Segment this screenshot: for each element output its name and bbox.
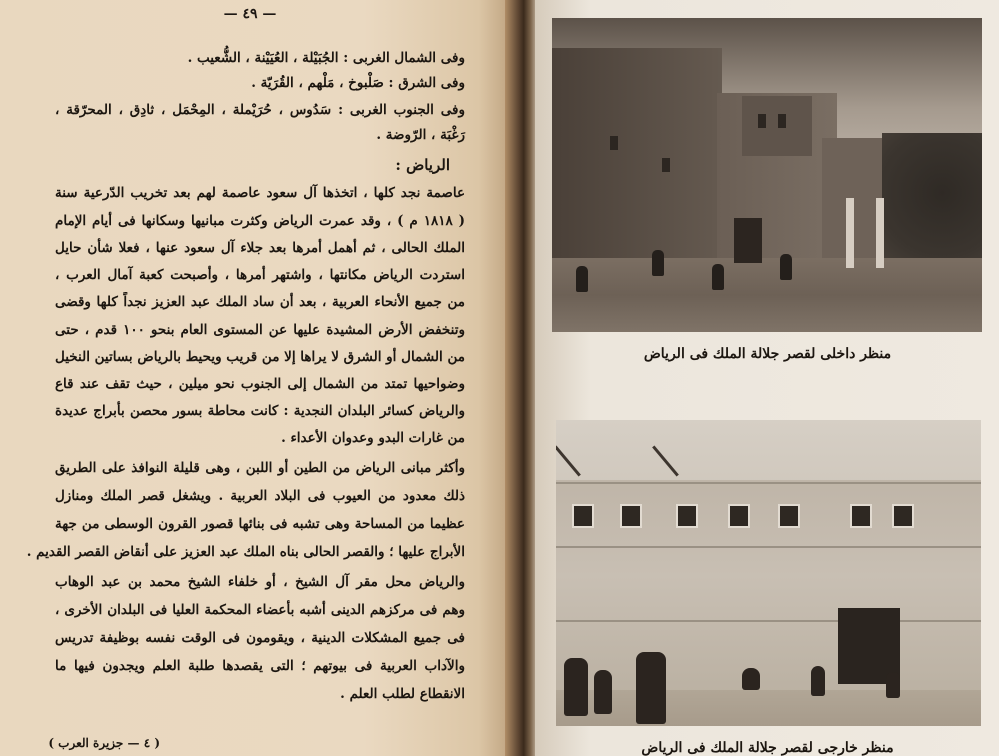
text-line: عاصمة نجد كلها ، اتخذها آل سعود عاصمة لهم بعد تخريب الدّرعية سنة (55, 185, 465, 201)
text-line: ( ١٨١٨ م ) ، وقد عمرت الرياض وكثرت مبانيها وسكانها فى أيام الإمام (55, 213, 465, 229)
text-line: الملك الحالى ، ثم أهمل أمرها بعد جلاء آل سعود عنها ، فعلا شأن حايل (55, 240, 465, 256)
text-line: وتنخفض الأرض المشيدة عليها عن المستوى العام بنحو ١٠٠ قدم ، حتى (55, 322, 465, 338)
page-number: — ٤٩ — (223, 6, 277, 22)
photo-caption-top: منظر داخلى لقصر جلالة الملك فى الرياض (643, 346, 892, 362)
text-line: والرياض كسائر البلدان النجدية : كانت محاطة بسور محصن بأبراج عديدة (55, 403, 465, 419)
photo-caption-bottom: منظر خارجى لقصر جلالة الملك فى الرياض (641, 740, 894, 756)
palace-exterior-photo (556, 420, 981, 726)
footer-signature: ( ٤ — جزيرة العرب ) (48, 736, 160, 750)
text-line: وفى الجنوب الغربى : سَدُوس ، حُرَيْملة ، المِحْمَل ، ثادِق ، المحرّقة ، (55, 102, 465, 118)
text-line: من الشمال أو الشرق لا يراها إلا من قريب ويحيط بالرياض بساتين النخيل (55, 349, 465, 365)
text-line: وهم فى مركزهم الدينى أشبه بأعضاء المحكمة العليا فى البلدان الأخرى ، (55, 602, 465, 618)
text-line: استردت الرياض مكانتها ، واشتهر أمرها ، وأصبحت كعبة آمال العرب ، (55, 267, 465, 283)
text-line: رَغْبَة ، الرّوضة . (376, 127, 465, 143)
palace-interior-photo (552, 18, 982, 332)
text-line: من غارات البدو وعدوان الأعداء . (281, 430, 465, 446)
text-line: من جميع الأنحاء العربية ، بعد أن ساد الملك عبد العزيز نجداً كلها وقضى (55, 294, 465, 310)
text-line: فى جميع المشكلات الدينية ، ويقومون فى الوقت نفسه بوظيفة تدريس (55, 630, 465, 646)
book-gutter (505, 0, 539, 756)
text-line: الانقطاع لطلب العلم . (340, 686, 465, 702)
text-line: وضواحيها تمتد من الشمال إلى الجنوب نحو ميلين ، حيث تقف عند قاع (55, 376, 465, 392)
text-line: والآداب العربية فى بيوتهم ؛ التى يقصدها طلبة العلم ويجدون فيها ما (55, 658, 465, 674)
text-line: وفى الشرق : صَلْبوخ ، مَلْهم ، القُرَيّة . (251, 75, 465, 91)
text-line: ذلك معدود من العيوب فى البلاد العربية . ويشغل قصر الملك ومنازل (55, 488, 465, 504)
text-line: وفى الشمال الغربى : الجُبَيْلة ، العُيَيْنة ، الشُّعيب . (187, 50, 465, 66)
text-line: وأكثر مبانى الرياض من الطين أو اللبن ، وهى قليلة النوافذ على الطريق (55, 460, 465, 476)
text-line: عظيما من المساحة وهى تشبه فى بنائها قصور القرون الوسطى من جهة (55, 516, 465, 532)
text-line: والرياض محل مقر آل الشيخ ، أو خلفاء الشيخ محمد بن عبد الوهاب (55, 574, 465, 590)
text-line: الأبراج عليها ؛ والقصر الحالى بناه الملك عبد العزيز على أنقاض القصر القديم . (26, 544, 465, 560)
section-heading: الرياض : (395, 156, 450, 174)
